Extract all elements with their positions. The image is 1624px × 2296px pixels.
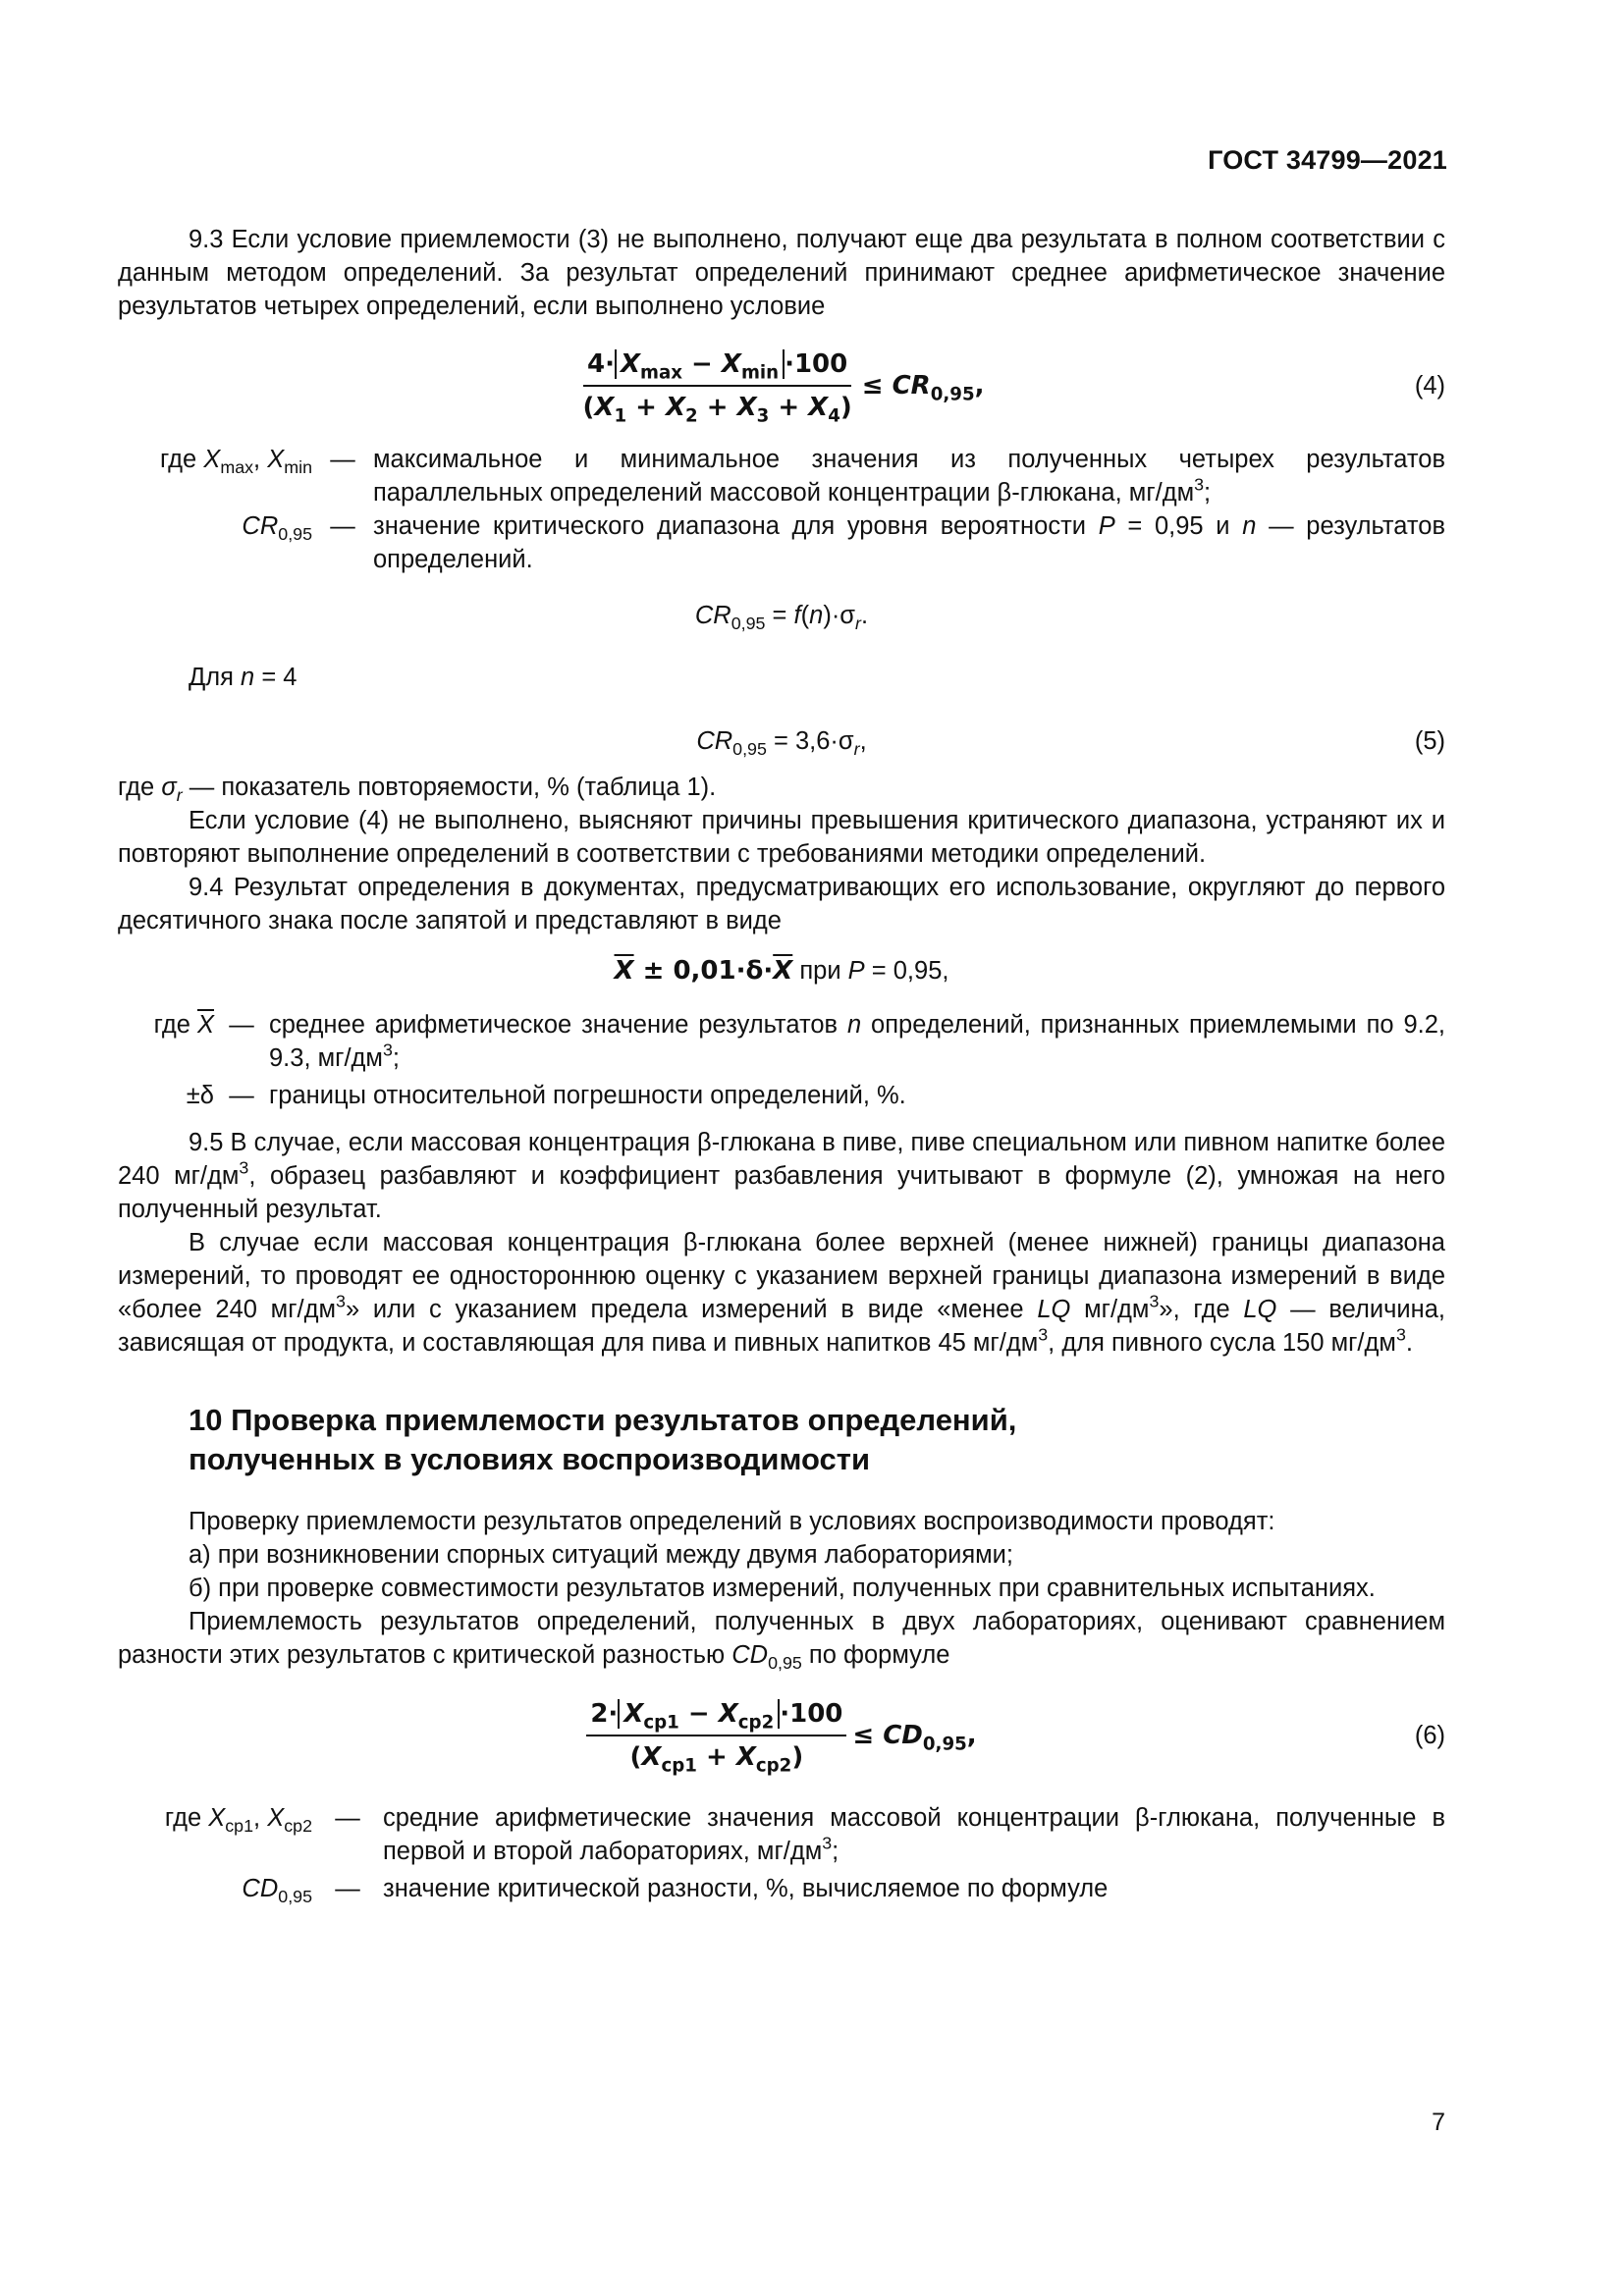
definition-term: где $\overline{X}$ [153,1011,214,1039]
definition-cd [118,1872,1445,1905]
sigma-definition: где $\sigma_r$ — показатель повторяемости, % (таблица 1). [118,774,717,806]
section-10-item-a: а) при возникновении спорных ситуаций между двумя лабораториями; [189,1541,1013,1569]
formula-6 [118,1687,1445,1784]
definition-xcp1-xcp2 [118,1801,1445,1868]
formula-result [118,949,1445,992]
formula-4-numerator: $4\cdot X_{max} - X_{min} \cdot 100$ [583,347,851,387]
definition-cr [118,509,1445,576]
formula-6-number: (6) [1414,1722,1445,1749]
result-definitions [118,1008,1445,1112]
formula-4-fraction [579,347,856,427]
formula-4-number: (4) [1414,372,1445,400]
formula-5 [118,723,1445,759]
formula-6-fraction [586,1697,846,1777]
paragraph-9-4: 9.4 Результат определения в документах, предусматривающих его использование, округляют до первого десятичного знака после запятой и представляют в виде [118,874,1445,934]
formula-6-denominator: $(X_{ср1} + X_{ср2})$ [629,1742,804,1777]
definition-dash: — [229,1082,254,1109]
formula-6-definitions [118,1801,1445,1905]
definition-term: где $X_{max}$, $X_{min}$ [160,446,312,478]
for-n-equals-4: Для n = 4 [189,664,298,691]
definition-text: значение критического диапазона для уровня вероятности P = 0,95 и n — результатов определений. [373,512,1445,573]
formula-cr-f [118,598,1445,633]
definition-term: ±δ [186,1082,214,1109]
definition-text: среднее арифметическое значение результатов n определений, признанных приемлемыми по 9.2, 9.3, $мг/дм^3$; [269,1011,1445,1072]
definition-text: максимальное и минимальное значения из полученных четырех результатов параллельных определений массовой концентрации β-глюкана, $мг/дм^3$; [373,446,1445,507]
formula-6-numerator: $2\cdot X_{ср1} - X_{ср2} \cdot 100$ [586,1697,846,1736]
paragraph-9-5-range: В случае если массовая концентрация β-глюкана более верхней (менее нижней) границы диапазона измерений, то проводят ее одностороннюю оценку с указанием верхней границы диапазона измерений в виде «более 240 $мг/дм^3$» или с указанием предела измерений в виде «менее LQ $мг/дм^3$», где LQ — величина, зависящая от продукта, и составляющая для пива и пивных напитков 45 $мг/дм^3$, для пивного сусла 150 $мг/дм^3$. [118,1229,1445,1357]
definition-delta [118,1079,1445,1112]
definition-dash: — [330,512,355,540]
section-10-compare: Приемлемость результатов определений, полученных в двух лабораториях, оценивают сравнением разности этих результатов с критической разностью $CD_{0,95}$ по формуле [118,1608,1445,1674]
definition-term: $CR_{0,95}$ [242,512,312,545]
definition-dash: — [335,1804,360,1832]
formula-result-expression: $\overline{X} \pm 0,01\cdot\delta\cdot\overline{X}$ при P = 0,95, [614,956,949,986]
formula-4-rhs: ≤ $CR_{0,95}$, [861,371,985,405]
definition-dash: — [330,446,355,473]
section-10-item-b: б) при проверке совместимости результатов измерений, полученных при сравнительных испытаниях. [189,1575,1376,1602]
definition-text: средние арифметические значения массовой концентрации β-глюкана, полученные в первой и второй лабораториях, $мг/дм^3$; [383,1804,1445,1865]
paragraph-9-5: 9.5 В случае, если массовая концентрация β-глюкана в пиве, пиве специальном или пивном напитке более 240 $мг/дм^3$, образец разбавляют и коэффициент разбавления учитывают в формуле (2), умножая на него полученный результат. [118,1129,1446,1223]
definition-dash: — [229,1011,254,1039]
definition-text: значение критической разности, %, вычисляемое по формуле [383,1875,1109,1902]
definition-x-mean [118,1008,1445,1075]
definition-term: $CD_{0,95}$ [242,1875,312,1907]
formula-4-definitions [118,443,1445,576]
definition-term: где $X_{ср1}$, $X_{ср2}$ [164,1804,312,1837]
definition-text: границы относительной погрешности определений, %. [269,1082,906,1109]
formula-cr-f-expression: $CR_{0,95} = f(n)\cdot\sigma_r$. [694,602,869,634]
page-number: 7 [1432,2109,1445,2136]
section-10-heading: 10 Проверка приемлемости результатов определений, полученных в условиях воспроизводимости [189,1403,1017,1476]
section-10-intro: Проверку приемлемости результатов определений в условиях воспроизводимости проводят: [189,1508,1275,1535]
definition-xmax-xmin [118,443,1445,509]
formula-5-expression: $CR_{0,95} = 3,6\cdot\sigma_r$, [696,727,867,760]
condition-4-failure: Если условие (4) не выполнено, выясняют причины превышения критического диапазона, устраняют их и повторяют выполнение определений в соответствии с требованиями методики определений. [118,807,1445,868]
formula-4-denominator: $(X_1 + X_2 + X_3 + X_4)$ [582,393,852,427]
definition-dash: — [335,1875,360,1902]
page-content [118,223,1445,1905]
paragraph-9-3: 9.3 Если условие приемлемости (3) не выполнено, получают еще два результата в полном соответствии с данным методом определений. За результат определений принимают среднее арифметическое значение результатов четырех определений, если выполнено условие [118,226,1445,320]
formula-4 [118,337,1445,435]
formula-5-number: (5) [1414,727,1445,755]
standard-header: ГОСТ 34799—2021 [1208,145,1447,175]
formula-6-rhs: ≤ $CD_{0,95}$, [852,1721,977,1755]
